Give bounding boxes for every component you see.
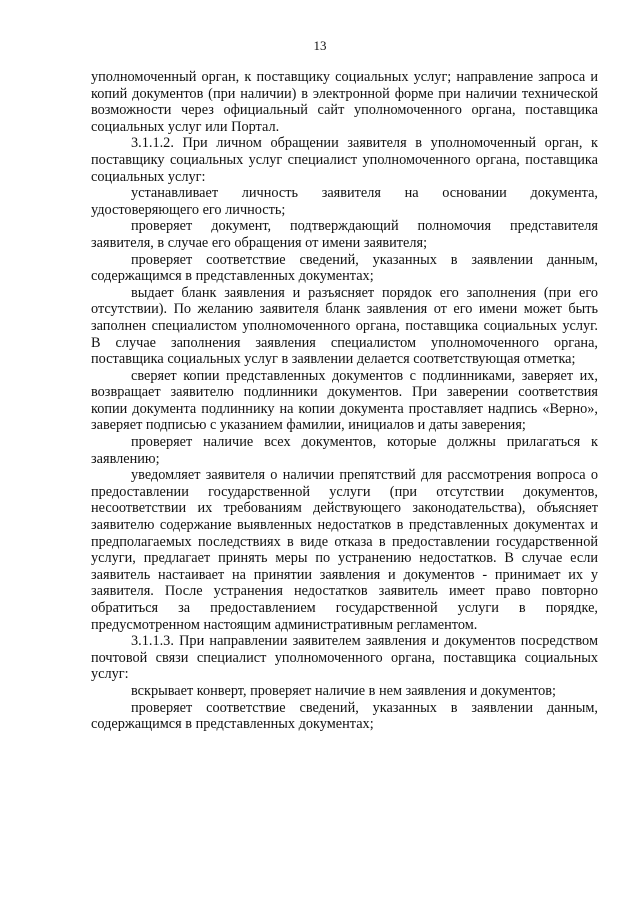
- paragraph-3-1-1-3: 3.1.1.3. При направлении заявителем заявления и документов посредством почтовой связи специалист уполномоченного органа, поставщика социальных услуг:: [91, 633, 598, 683]
- page-number: 13: [313, 38, 327, 53]
- paragraph-issue-form: выдает бланк заявления и разъясняет порядок его заполнения (при его отсутствии). По желанию заявителя бланк заявления от его имени может быть заполнен специалистом уполномоченного органа, поставщика социальных услуг. В случае заполнения заявления специалистом уполномоченного органа, поставщика социальных услуг в заявлении делается соответствующая отметка;: [91, 284, 598, 368]
- paragraph-check-authority: проверяет документ, подтверждающий полномочия представителя заявителя, в случае его обращения от имени заявителя;: [91, 218, 598, 251]
- paragraph-check-compliance-mail: проверяет соответствие сведений, указанных в заявлении данным, содержащимся в представленных документах;: [91, 699, 598, 733]
- paragraph-establish-identity: устанавливает личность заявителя на основании документа, удостоверяющего его личность;: [91, 185, 598, 218]
- paragraph-notify-obstacles: уведомляет заявителя о наличии препятствий для рассмотрения вопроса о предоставлении государственной услуги (при отсутствии документов, несоответствии их требованиям действующего законодательства), объясняет заявителю содержание выявленных недостатков в представленных документах и предполагаемых последствиях в виде отказа в предоставлении государственной услуги, предлагает принять меры по устранению недостатков. В случае если заявитель настаивает на принятии заявления и документов - принимает их у заявителя. После устранения недостатков заявитель имеет право повторно обратиться за предоставлением государственной услуги в порядке, предусмотренном настоящим административным регламентом.: [91, 467, 598, 633]
- paragraph-check-documents: проверяет наличие всех документов, которые должны прилагаться к заявлению;: [91, 434, 598, 467]
- document-body: [91, 69, 598, 733]
- paragraph-open-envelope: вскрывает конверт, проверяет наличие в нем заявления и документов;: [131, 682, 556, 699]
- paragraph-3-1-1-2: 3.1.1.2. При личном обращении заявителя в уполномоченный орган, к поставщику социальных услуг специалист уполномоченного органа, поставщика социальных услуг:: [91, 135, 598, 185]
- paragraph-verify-copies: сверяет копии представленных документов с подлинниками, заверяет их, возвращает заявителю подлинники документов. При заверении соответствия копии документа подлиннику на копии документа проставляет надпись «Верно», заверяет подписью с указанием фамилии, инициалов и даты заверения;: [91, 367, 598, 434]
- paragraph-check-compliance: проверяет соответствие сведений, указанных в заявлении данным, содержащимся в представленных документах;: [91, 251, 598, 285]
- paragraph-continuation: уполномоченный орган, к поставщику социальных услуг; направление запроса и копий документов (при наличии) в электронной форме при наличии технической возможности через официальный сайт уполномоченного органа, поставщика социальных услуг или Портал.: [91, 69, 598, 135]
